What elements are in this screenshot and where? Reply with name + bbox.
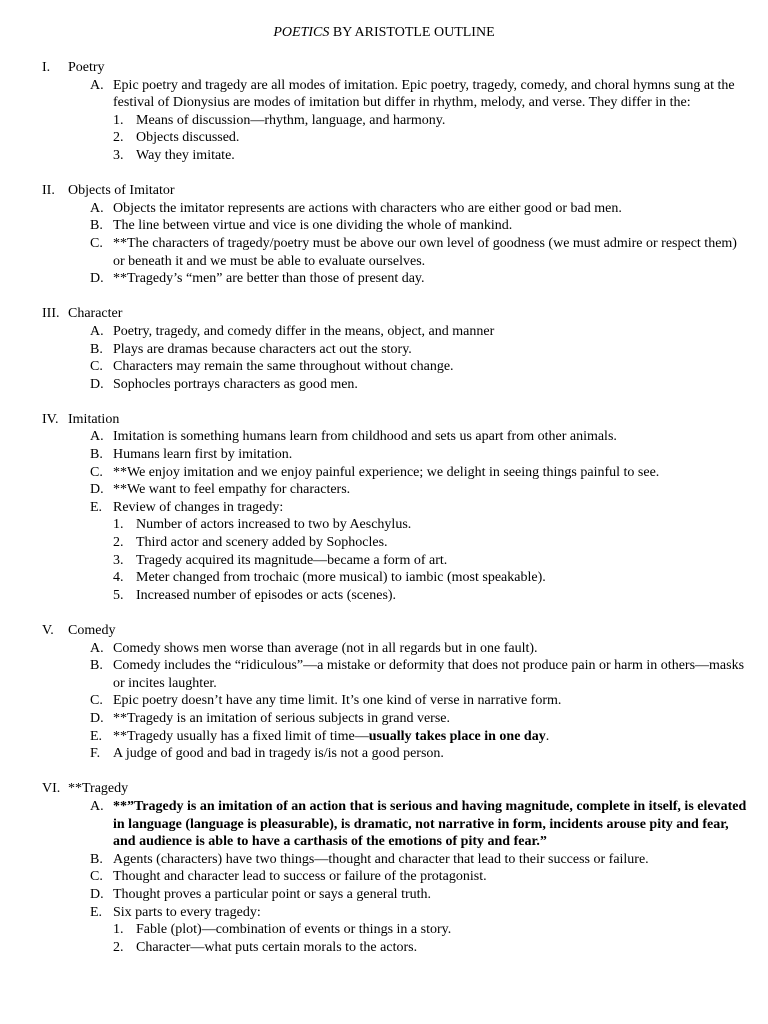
item-text-run: **Tragedy is an imitation of serious subjects in grand verse. [113, 710, 450, 726]
section-number: III. [42, 306, 60, 322]
item-label: D. [90, 886, 104, 902]
outline-item [90, 692, 752, 710]
outline-subitem [113, 939, 752, 957]
section-title: Comedy [68, 623, 116, 638]
item-text-run: A judge of good and bad in tragedy is/is not a good person. [113, 746, 444, 762]
section-title: **Tragedy [68, 781, 129, 797]
item-text-run: The line between virtue and vice is one dividing the whole of mankind. [113, 218, 513, 234]
section-number: I. [42, 60, 51, 75]
item-label: B. [90, 447, 103, 463]
subitem-label: 2. [113, 130, 124, 146]
item-text-run: Comedy includes the “ridiculous”—a mistake or deformity that does not produce pain or harm in others—masks or incites laughter. [113, 658, 745, 691]
outline-item [90, 235, 752, 270]
outline-subitem [113, 516, 752, 534]
section-number: IV. [42, 411, 59, 427]
subitem-label: 1. [113, 517, 124, 533]
title-italic: POETICS [273, 25, 330, 40]
section-heading [42, 780, 752, 798]
outline-item [90, 499, 752, 517]
item-label: C. [90, 464, 103, 480]
section-number: II. [42, 183, 55, 199]
subitem-label: 3. [113, 552, 124, 568]
item-text-bold: **”Tragedy is an imitation of an action that is serious and having magnitude, complete in itself, is elevated in language (language is pleasurable), is dramatic, not narrative in form, incidents arouse pity and fear, and audience is able to have a carthasis of the emotions of pity and fear.” [113, 798, 747, 850]
outline-item [90, 904, 752, 922]
subitem-label: 4. [113, 570, 124, 586]
item-text-run: Humans learn first by imitation. [113, 447, 293, 463]
outline-item [90, 428, 752, 446]
item-text [113, 376, 752, 394]
section-title: Imitation [68, 411, 120, 427]
section-heading [42, 622, 752, 640]
item-text [113, 235, 752, 270]
section-title: Objects of Imitator [68, 183, 175, 199]
item-text-run: Comedy shows men worse than average (not in all regards but in one fault). [113, 640, 538, 656]
subitem-text: Fable (plot)—combination of events or things in a story. [136, 922, 452, 938]
outline-item [90, 868, 752, 886]
outline-section [42, 182, 752, 288]
outline-section [42, 59, 752, 165]
outline-item [90, 710, 752, 728]
outline-section [42, 622, 752, 763]
item-label: E. [90, 728, 103, 744]
item-text-run: Plays are dramas because characters act out the story. [113, 341, 412, 357]
item-label: D. [90, 271, 104, 287]
outline-item [90, 358, 752, 376]
item-text [113, 728, 752, 746]
item-label: E. [90, 499, 103, 515]
item-text [113, 499, 752, 517]
item-text-run: **The characters of tragedy/poetry must be above our own level of goodness (we must admire or respect them) or beneath it and we must be able to evaluate ourselves. [113, 235, 737, 269]
outline-subitem [113, 534, 752, 552]
item-text-run: **Tragedy usually has a fixed limit of time— [113, 728, 369, 744]
item-label: C. [90, 693, 103, 709]
outline-subitem [113, 569, 752, 587]
item-text [113, 77, 752, 112]
item-text [113, 904, 752, 922]
outline-item [90, 341, 752, 359]
item-text-run: Thought proves a particular point or says a general truth. [113, 886, 432, 902]
item-text-run: Objects the imitator represents are actions with characters who are either good or bad men. [113, 200, 622, 216]
item-text [113, 868, 752, 886]
item-text [113, 446, 752, 464]
item-text-run: . [545, 728, 550, 744]
outline-item [90, 217, 752, 235]
outline-subitem [113, 129, 752, 147]
subitem-text: Increased number of episodes or acts (scenes). [136, 587, 397, 603]
item-text [113, 657, 752, 692]
item-text-run: Epic poetry doesn’t have any time limit. It’s one kind of verse in narrative form. [113, 693, 562, 709]
section-heading [42, 182, 752, 200]
item-label: D. [90, 710, 104, 726]
subitem-text: Way they imitate. [136, 147, 235, 163]
item-text-run: Sophocles portrays characters as good men. [113, 376, 358, 392]
item-label: E. [90, 904, 103, 920]
outline-item [90, 323, 752, 341]
subitem-label: 3. [113, 147, 124, 163]
item-label: C. [90, 359, 103, 375]
item-label: A. [90, 640, 104, 656]
subitem-text: Tragedy acquired its magnitude—became a form of art. [136, 552, 448, 568]
section-title: Character [68, 306, 123, 322]
outline-item [90, 77, 752, 112]
outline [42, 59, 752, 974]
outline-subitem [113, 552, 752, 570]
item-label: B. [90, 218, 103, 234]
item-label: D. [90, 482, 104, 498]
outline-item [90, 886, 752, 904]
item-label: B. [90, 851, 103, 867]
section-number: VI. [42, 781, 61, 797]
section-number: V. [42, 623, 54, 638]
section-heading [42, 305, 752, 323]
subitem-text: Objects discussed. [136, 130, 240, 146]
item-text [113, 270, 752, 288]
outline-item [90, 270, 752, 288]
item-label: B. [90, 341, 103, 357]
item-text [113, 200, 752, 218]
subitem-label: 2. [113, 939, 124, 955]
outline-item [90, 464, 752, 482]
subitem-label: 2. [113, 535, 124, 551]
outline-subitem [113, 112, 752, 130]
subitem-label: 5. [113, 587, 124, 603]
item-label: A. [90, 200, 104, 216]
outline-section [42, 780, 752, 956]
item-label: A. [90, 798, 104, 814]
item-label: F. [90, 746, 101, 762]
outline-subitem [113, 921, 752, 939]
item-text-run: Six parts to every tragedy: [113, 904, 261, 920]
item-text-run: Imitation is something humans learn from childhood and sets us apart from other animals. [113, 429, 617, 445]
subitem-text: Character—what puts certain morals to the actors. [136, 939, 418, 955]
subitem-text: Third actor and scenery added by Sophocles. [136, 535, 388, 551]
item-text-run: Epic poetry and tragedy are all modes of imitation. Epic poetry, tragedy, comedy, and choral hymns sung at the festival of Dionysius are modes of imitation but differ in rhythm, melody, and verse. They differ in the: [113, 77, 735, 111]
title-rest: BY ARISTOTLE OUTLINE [329, 25, 495, 40]
item-text-run: **We want to feel empathy for characters. [113, 482, 351, 498]
item-text-run: **Tragedy’s “men” are better than those of present day. [113, 271, 425, 287]
item-text [113, 341, 752, 359]
outline-item [90, 728, 752, 746]
page-title [0, 24, 768, 42]
section-heading [42, 59, 752, 77]
item-text-run: Agents (characters) have two things—thought and character that lead to their success or failure. [113, 851, 649, 867]
item-text [113, 481, 752, 499]
item-text [113, 886, 752, 904]
item-text [113, 358, 752, 376]
outline-item [90, 657, 752, 692]
item-label: C. [90, 235, 103, 251]
outline-item [90, 640, 752, 658]
item-text-run: **We enjoy imitation and we enjoy painful experience; we delight in seeing things painful to see. [113, 464, 660, 480]
outline-item [90, 745, 752, 763]
item-text [113, 464, 752, 482]
item-label: A. [90, 77, 104, 93]
section-heading [42, 411, 752, 429]
item-label: B. [90, 658, 103, 674]
item-text-run: Characters may remain the same throughout without change. [113, 359, 454, 375]
outline-item [90, 200, 752, 218]
outline-subitem [113, 587, 752, 605]
subitem-text: Means of discussion—rhythm, language, and harmony. [136, 112, 446, 128]
item-text [113, 798, 752, 851]
item-text [113, 710, 752, 728]
item-text [113, 851, 752, 869]
outline-section [42, 411, 752, 605]
outline-item [90, 446, 752, 464]
outline-item [90, 376, 752, 394]
item-text [113, 692, 752, 710]
item-text-bold: usually takes place in one day [368, 728, 546, 744]
subitem-label: 1. [113, 112, 124, 128]
subitem-text: Meter changed from trochaic (more musical) to iambic (most speakable). [136, 570, 546, 586]
item-text-run: Poetry, tragedy, and comedy differ in the means, object, and manner [113, 323, 495, 339]
outline-subitem [113, 147, 752, 165]
subitem-label: 1. [113, 922, 124, 938]
item-label: A. [90, 323, 104, 339]
item-text [113, 640, 752, 658]
item-text [113, 745, 752, 763]
outline-item [90, 851, 752, 869]
outline-item [90, 481, 752, 499]
outline-section [42, 305, 752, 393]
item-text [113, 323, 752, 341]
item-label: C. [90, 869, 103, 885]
item-text-run: Review of changes in tragedy: [113, 499, 284, 515]
item-text-run: Thought and character lead to success or failure of the protagonist. [113, 869, 487, 885]
item-text [113, 217, 752, 235]
subitem-text: Number of actors increased to two by Aeschylus. [136, 517, 412, 533]
item-label: A. [90, 429, 104, 445]
item-text [113, 428, 752, 446]
section-title: Poetry [68, 60, 105, 75]
outline-item [90, 798, 752, 851]
item-label: D. [90, 376, 104, 392]
